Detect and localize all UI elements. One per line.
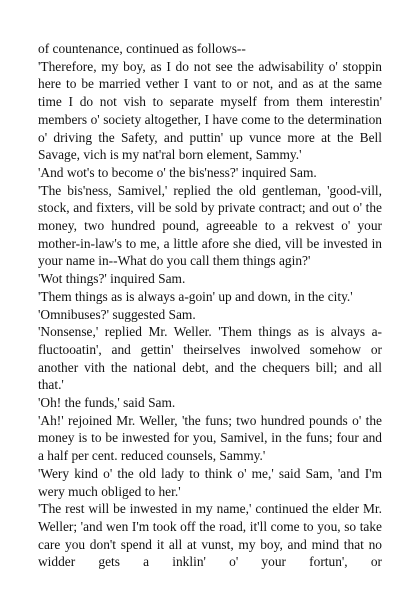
paragraph-3: 'And wot's to become o' the bis'ness?' inquired Sam. bbox=[38, 164, 317, 180]
paragraph-5: 'Wot things?' inquired Sam. bbox=[38, 271, 186, 287]
paragraph-12: 'The rest will be inwested in my name,' continued the elder Mr. Weller; 'and wen I'm took off the road, it'll come to you, so take care you don't spend it all at vunst, my boy, and mind that no widder gets a inklin' o' your fortun', or bbox=[38, 501, 382, 570]
paragraph-11: 'Wery kind o' the old lady to think o' me,' said Sam, 'and I'm wery much obliged to her.' bbox=[38, 465, 382, 499]
paragraph-7: 'Omnibuses?' suggested Sam. bbox=[38, 306, 196, 322]
paragraph-4: 'The bis'ness, Samivel,' replied the old gentleman, 'good-vill, stock, and fixters, vill be sold by private contract; and out o' the money, two hundred pound, agreeable to a rekvest o' your mother-in-law's to me, a little afore she died, vill be invested in your name in--What do you call them things agin?' bbox=[38, 182, 382, 269]
book-page bbox=[38, 40, 382, 571]
paragraph-8: 'Nonsense,' replied Mr. Weller. 'Them things as is alvays a-fluctooatin', and gettin' theirselves inwolved somehow or another vith the national debt, and the chequers bill; and all that.' bbox=[38, 324, 382, 393]
paragraph-1: of countenance, continued as follows-- bbox=[38, 41, 246, 56]
paragraph-6: 'Them things as is always a-goin' up and down, in the city.' bbox=[38, 288, 353, 304]
paragraph-9: 'Oh! the funds,' said Sam. bbox=[38, 395, 176, 411]
paragraph-10: 'Ah!' rejoined Mr. Weller, 'the funs; two hundred pounds o' the money is to be inwested for you, Samivel, in the funs; four and a half per cent. reduced counsels, Sammy.' bbox=[38, 412, 382, 464]
paragraph-2: 'Therefore, my boy, as I do not see the adwisability o' stoppin here to be married vether I vant to or not, and as at the same time I do not vish to separate myself from them interestin' members o' society altogether, I have come to the determination o' driving the Safety, and puttin' up vunce more at the Bell Savage, vich is my nat'ral born element, Sammy.' bbox=[38, 58, 382, 163]
